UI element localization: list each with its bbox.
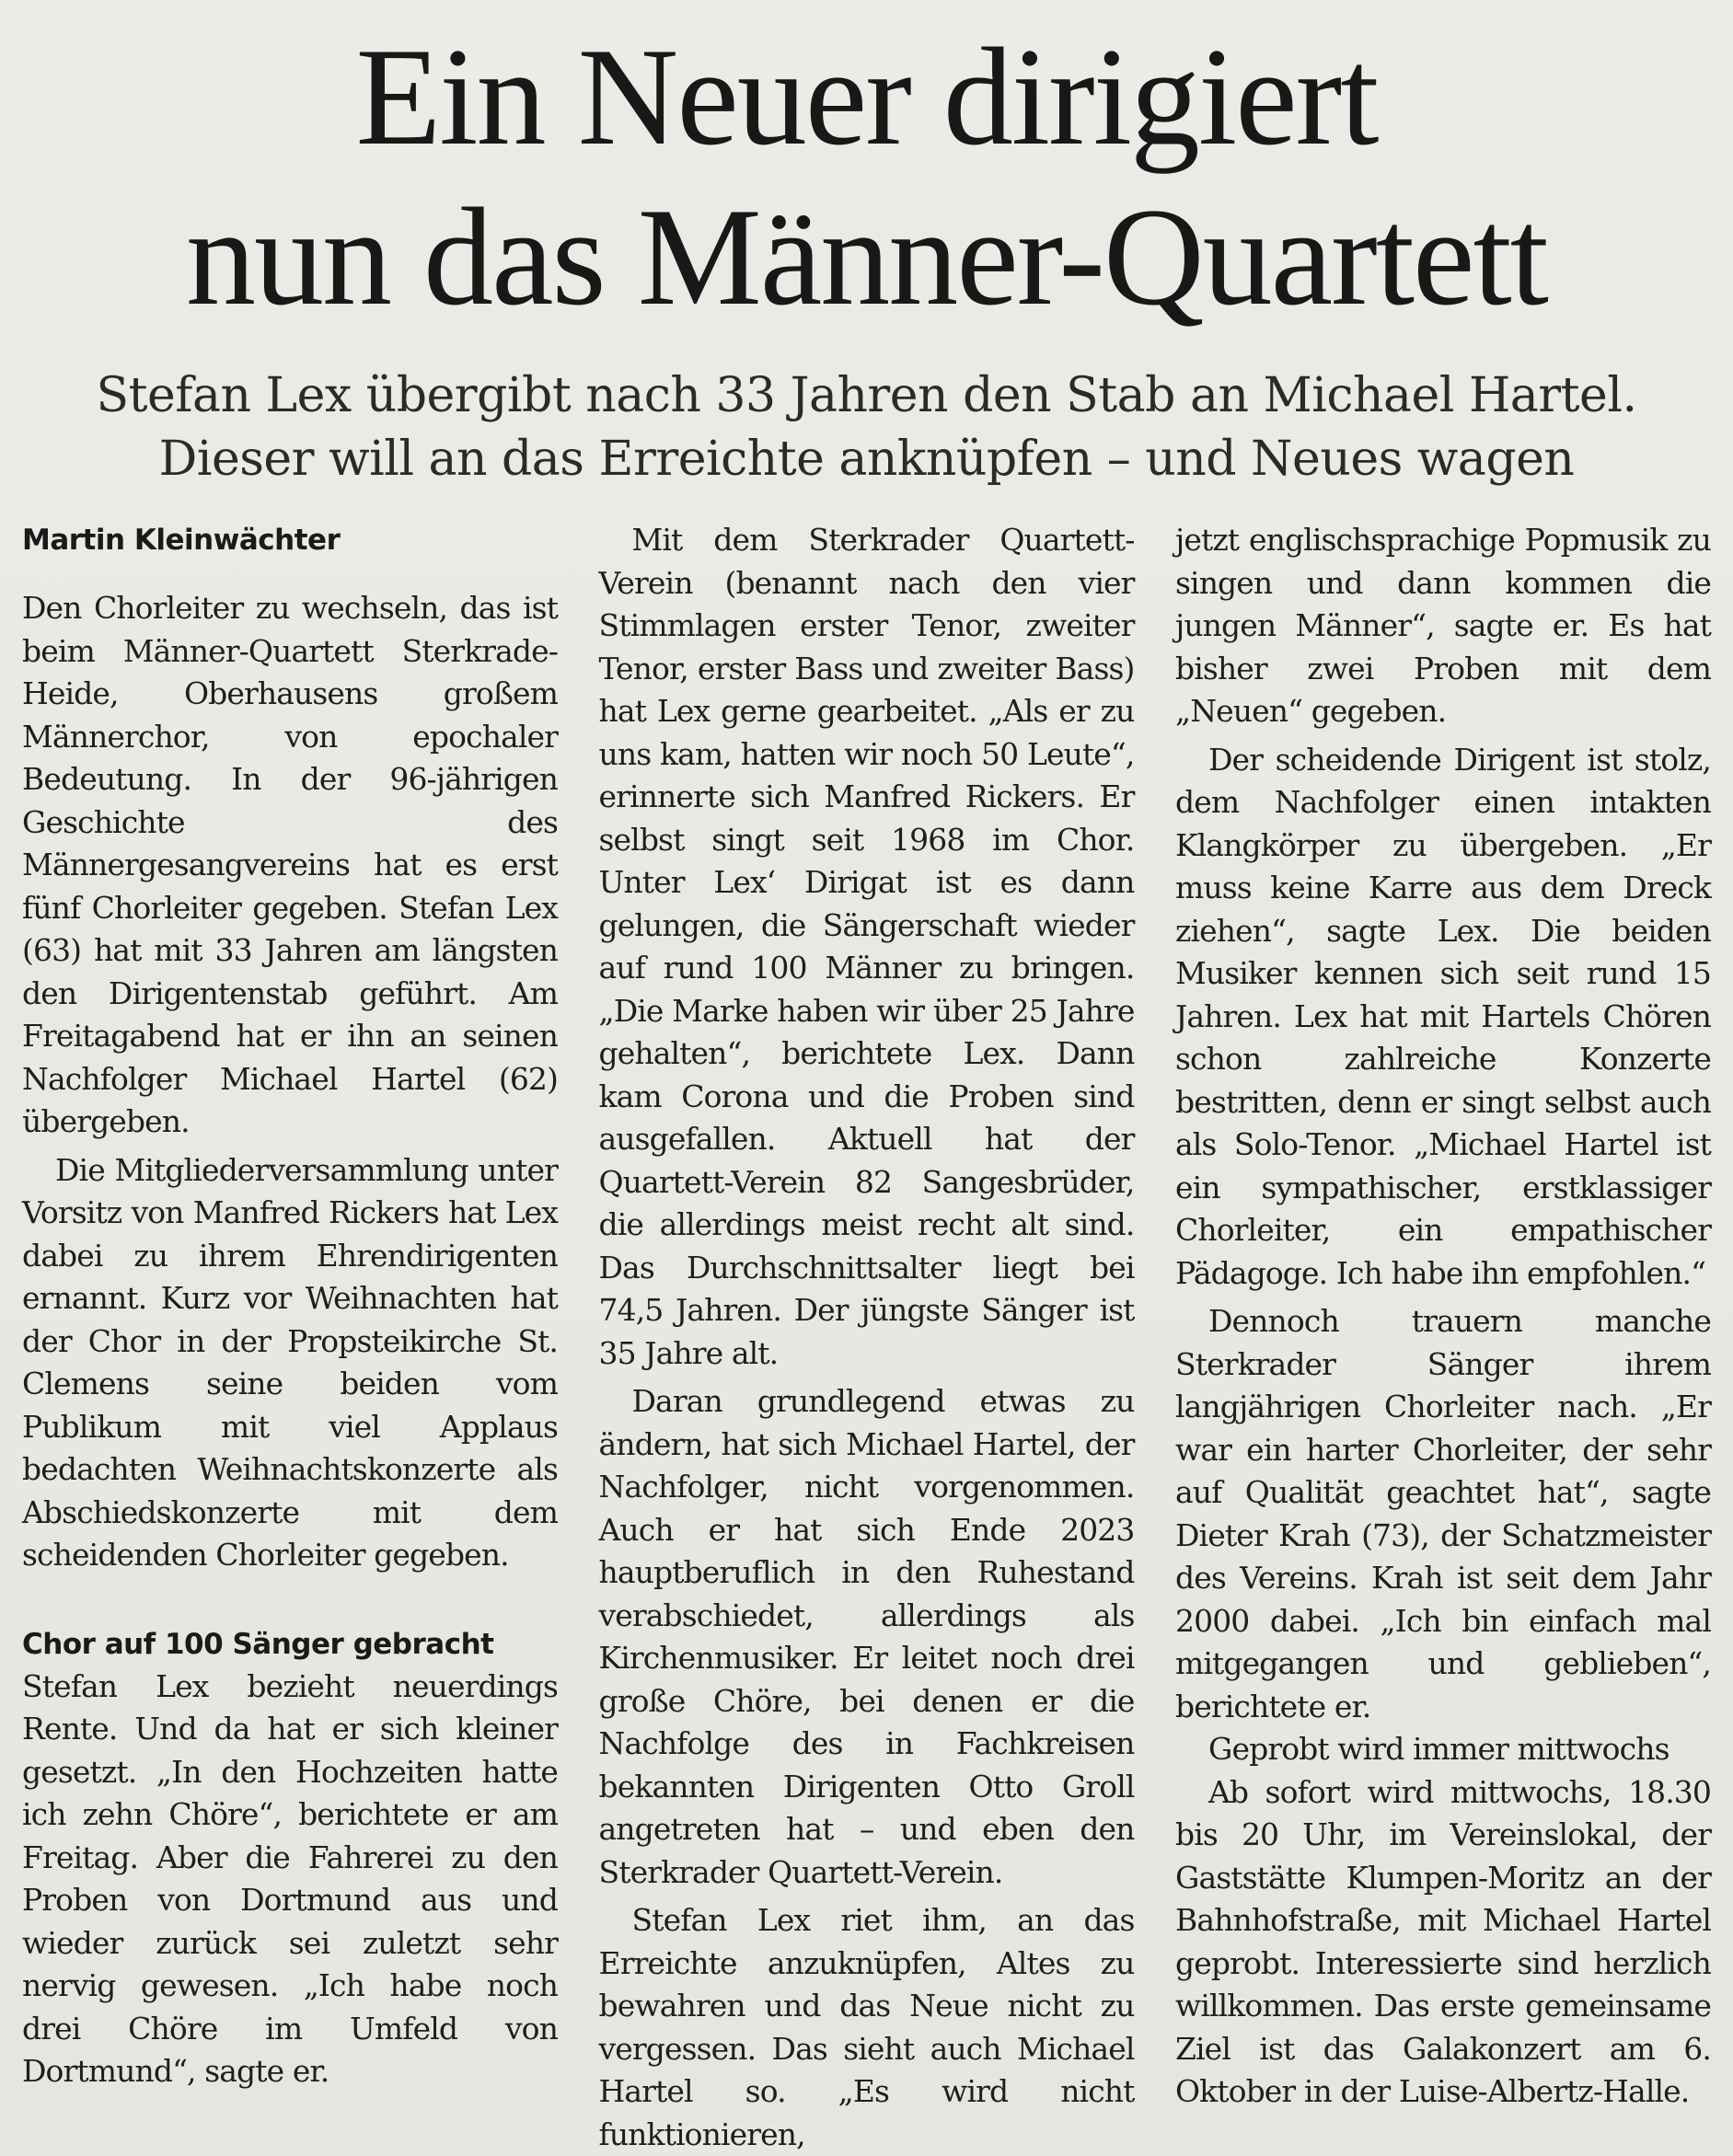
article-columns	[22, 519, 1711, 2156]
paragraph: Dennoch trauern manche Sterkrader Sänger ihrem langjährigen Chorleiter nach. „Er war ein harter Chorleiter, der sehr auf Qualität geachtet hat“, sagte Dieter Krah (73), der Schatzmeister des Vereins. Krah ist seit dem Jahr 2000 dabei. „Ich bin einfach mal mitgegangen und geblieben“, berichtete er.	[1175, 1303, 1711, 1724]
headline-line-1: Ein Neuer dirigiert	[355, 19, 1378, 174]
paragraph: Mit dem Sterkrader Quartett-Verein (benannt nach den vier Stimmlagen erster Tenor, zweiter Tenor, erster Bass und zweiter Bass) hat Lex gerne gearbeitet. „Als er zu uns kam, hatten wir noch 50 Leute“, erinnerte sich Manfred Rickers. Er selbst singt seit 1968 im Chor. Unter Lex‘ Dirigat ist es dann gelungen, die Sängerschaft wieder auf rund 100 Männer zu bringen. „Die Marke haben wir über 25 Jahre gehalten“, berichtete Lex. Dann kam Corona und die Proben sind ausgefallen. Aktuell hat der Quartett-Verein 82 Sangesbrüder, die allerdings meist recht alt sind. Das Durchschnittsalter liegt bei 74,5 Jahren. Der jüngste Sänger ist 35 Jahre alt.	[598, 522, 1135, 1371]
column-3	[1175, 519, 1711, 2156]
paragraph: Stefan Lex bezieht neuerdings Rente. Und da hat er sich kleiner gesetzt. „In den Hochzeiten hatte ich zehn Chöre“, berichtete er am Freitag. Aber die Fahrerei zu den Proben von Dortmund aus und wieder zurück sei zuletzt sehr nervig gewesen. „Ich habe noch drei Chöre im Umfeld von Dortmund“, sagte er.	[22, 1667, 558, 2089]
headline-line-2: nun das Männer-Quartett	[186, 179, 1547, 334]
headline	[22, 17, 1711, 337]
section-subheading: Chor auf 100 Sänger gebracht	[22, 1627, 494, 1661]
paragraph: Die Mitgliederversammlung unter Vorsitz von Manfred Rickers hat Lex dabei zu ihrem Ehrendirigenten ernannt. Kurz vor Weihnachten hat der Chor in der Propsteikirche St. Clemens seine beiden vom Publikum mit viel Applaus bedachten Weihnachtskonzerte als Abschiedskonzerte mit dem scheidenden Chorleiter gegeben.	[22, 1151, 558, 1573]
subtitle-line-1: Stefan Lex übergibt nach 33 Jahren den Stab an Michael Hartel.	[96, 368, 1637, 423]
subtitle	[22, 364, 1711, 491]
paragraph: Der scheidende Dirigent ist stolz, dem Nachfolger einen intakten Klangkörper zu übergeben. „Er muss keine Karre aus dem Dreck ziehen“, sagte Lex. Die beiden Musiker kennen sich seit rund 15 Jahren. Lex hat mit Hartels Chören schon zahlreiche Konzerte bestritten, denn er singt selbst auch als Solo-Tenor. „Michael Hartel ist ein sympathischer, erstklassiger Chorleiter, ein empathischer Pädagoge. Ich habe ihn empfohlen.“	[1175, 741, 1711, 1291]
paragraph: Daran grundlegend etwas zu ändern, hat sich Michael Hartel, der Nachfolger, nicht vorgenommen. Auch er hat sich Ende 2023 hauptberuflich in den Ruhestand verabschiedet, allerdings als Kirchenmusiker. Er leitet noch drei große Chöre, bei denen er die Nachfolge des in Fachkreisen bekannten Dirigenten Otto Groll angetreten hat – und eben den Sterkrader Quartett-Verein.	[598, 1383, 1135, 1890]
paragraph: Ab sofort wird mittwochs, 18.30 bis 20 Uhr, im Vereinslokal, der Gaststätte Klumpen-Moritz an der Bahnhofstraße, mit Michael Hartel geprobt. Interessierte sind herzlich willkommen. Das erste gemeinsame Ziel ist das Galakonzert am 6. Oktober in der Luise-Albertz-Halle.	[1175, 1773, 1711, 2109]
paragraph: Stefan Lex riet ihm, an das Erreichte anzuknüpfen, Altes zu bewahren und das Neue nicht zu vergessen. Das sieht auch Michael Hartel so. „Es wird nicht funktionieren,	[598, 1902, 1135, 2152]
paragraph: Den Chorleiter zu wechseln, das ist beim Männer-Quartett Sterkrade-Heide, Oberhausens großem Männerchor, von epochaler Bedeutung. In der 96-jährigen Geschichte des Männergesangvereins hat es erst fünf Chorleiter gegeben. Stefan Lex (63) hat mit 33 Jahren am längsten den Dirigentenstab geführt. Am Freitagabend hat er ihn an seinen Nachfolger Michael Hartel (62) übergeben.	[22, 590, 558, 1139]
subtitle-line-2: Dieser will an das Erreichte anknüpfen – und Neues wagen	[158, 432, 1575, 487]
section-subheading: Geprobt wird immer mittwochs	[1208, 1731, 1669, 1767]
author-byline: Martin Kleinwächter	[22, 524, 341, 557]
paragraph: jetzt englischsprachige Popmusik zu singen und dann kommen die jungen Männer“, sagte er. Es hat bisher zwei Proben mit dem „Neuen“ gegeben.	[1175, 522, 1711, 729]
column-2	[599, 519, 1135, 2156]
column-1	[22, 519, 558, 2156]
